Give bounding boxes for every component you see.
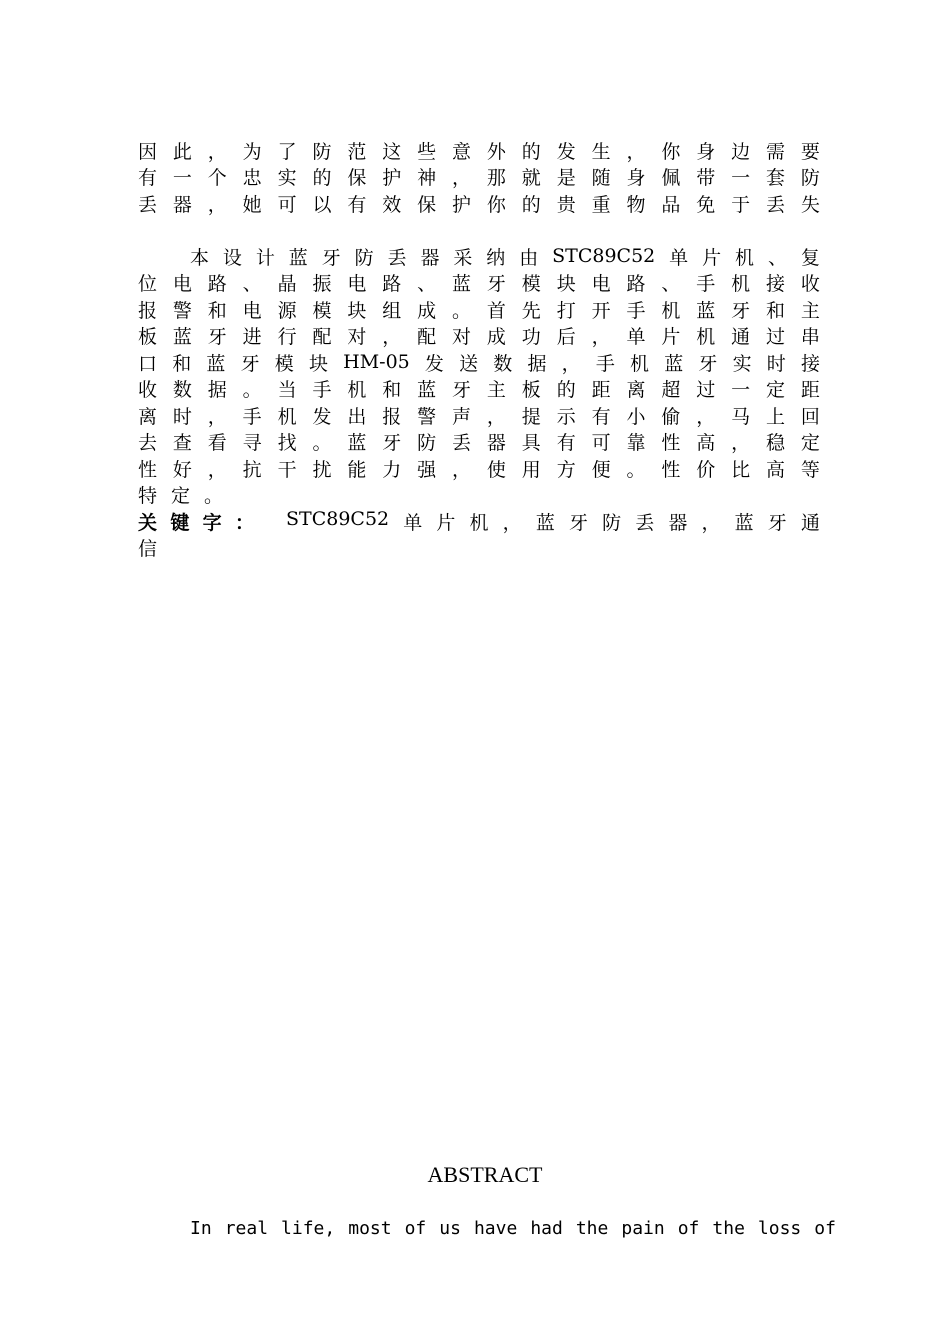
text-token: 串 xyxy=(800,325,820,348)
text-token: 牙 xyxy=(452,378,472,401)
text-token: 牙 xyxy=(321,246,341,269)
text-token: 蓝 xyxy=(696,299,716,322)
text-token: 数 xyxy=(493,352,513,375)
text-token: 定 xyxy=(171,484,191,507)
text-token: 去 xyxy=(138,431,158,454)
text-token: 上 xyxy=(766,405,786,428)
text-token: 抗 xyxy=(242,458,262,481)
text-token: 离 xyxy=(626,378,646,401)
text-token: 、 xyxy=(242,272,262,295)
keywords-line-1 xyxy=(138,508,820,534)
body-line-3 xyxy=(138,296,820,322)
text-token: 振 xyxy=(312,272,332,295)
text-token: 发 xyxy=(312,405,332,428)
text-token: 声 xyxy=(452,405,472,428)
text-token: 的 xyxy=(521,193,541,216)
text-token: 比 xyxy=(731,458,751,481)
text-token: 电 xyxy=(347,272,367,295)
text-token: 边 xyxy=(731,140,751,163)
text-token: 当 xyxy=(277,378,297,401)
text-token: 出 xyxy=(347,405,367,428)
text-token: 蓝 xyxy=(172,325,192,348)
text-token: had xyxy=(530,1217,563,1239)
text-token: 看 xyxy=(207,431,227,454)
text-token: 用 xyxy=(521,458,541,481)
text-token: 进 xyxy=(242,325,262,348)
text-token: ， xyxy=(626,140,646,163)
text-token: 超 xyxy=(661,378,681,401)
text-token: 提 xyxy=(521,405,541,428)
text-token: STC89C52 xyxy=(286,507,390,530)
text-token: 计 xyxy=(255,246,275,269)
text-token: 失 xyxy=(800,193,820,216)
text-token: ， xyxy=(502,511,522,534)
text-token: 接 xyxy=(800,352,820,375)
text-token: 路 xyxy=(626,272,646,295)
text-token: 主 xyxy=(486,378,506,401)
text-token: of xyxy=(677,1217,700,1239)
text-token: 和 xyxy=(382,378,402,401)
text-token: 身 xyxy=(626,166,646,189)
text-token: 器 xyxy=(668,511,688,534)
text-token: 报 xyxy=(382,405,402,428)
abstract-title: ABSTRACT xyxy=(427,1162,543,1187)
keywords-values xyxy=(286,508,820,535)
text-token: 主 xyxy=(800,299,820,322)
text-token: 。 xyxy=(626,458,646,481)
text-token: ， xyxy=(382,325,402,348)
text-token: 使 xyxy=(486,458,506,481)
text-token: 牙 xyxy=(240,352,260,375)
text-token: 有 xyxy=(138,166,158,189)
text-token: 定 xyxy=(800,431,820,454)
text-token: 可 xyxy=(277,193,297,216)
text-token: 蓝 xyxy=(288,246,308,269)
text-token: 手 xyxy=(595,352,615,375)
text-token: 方 xyxy=(556,458,576,481)
text-token: 电 xyxy=(591,272,611,295)
text-token: 发 xyxy=(556,140,576,163)
text-token: 单 xyxy=(669,246,689,269)
text-token: 找 xyxy=(277,431,297,454)
text-token: life, xyxy=(281,1217,336,1239)
body-line-10 xyxy=(138,481,820,507)
text-token: 寻 xyxy=(242,431,262,454)
text-token: 配 xyxy=(312,325,332,348)
body-line-9 xyxy=(138,455,820,481)
text-token: 接 xyxy=(766,272,786,295)
text-token: 佩 xyxy=(661,166,681,189)
text-token: ， xyxy=(452,458,472,481)
text-token: 板 xyxy=(521,378,541,401)
text-token: 保 xyxy=(347,166,367,189)
text-token: 收 xyxy=(800,272,820,295)
text-token: 开 xyxy=(591,299,611,322)
text-token: 路 xyxy=(207,272,227,295)
text-token: ： xyxy=(234,511,254,534)
keywords-line-2 xyxy=(138,534,820,560)
text-token: 通 xyxy=(800,511,820,534)
text-token: 特 xyxy=(138,484,158,507)
text-token: 你 xyxy=(661,140,681,163)
text-token: 打 xyxy=(556,299,576,322)
text-token: 效 xyxy=(382,193,402,216)
text-token: HM-05 xyxy=(343,351,410,373)
text-token: 单 xyxy=(626,325,646,348)
text-token: 防 xyxy=(602,511,622,534)
text-token: 手 xyxy=(696,272,716,295)
text-token: 蓝 xyxy=(535,511,555,534)
text-token: 性 xyxy=(138,458,158,481)
text-token: 蓝 xyxy=(734,511,754,534)
text-token: 后 xyxy=(556,325,576,348)
text-token: 蓝 xyxy=(206,352,226,375)
text-token: 口 xyxy=(138,352,158,375)
body-line-5 xyxy=(138,349,820,375)
text-token: 需 xyxy=(766,140,786,163)
text-token: In xyxy=(190,1217,212,1239)
text-token: 纳 xyxy=(486,246,506,269)
text-token: 蓝 xyxy=(347,431,367,454)
text-token: 牙 xyxy=(382,431,402,454)
text-token: 防 xyxy=(417,431,437,454)
text-token: 她 xyxy=(242,193,262,216)
text-token: 时 xyxy=(766,352,786,375)
text-token: 片 xyxy=(702,246,722,269)
text-token: 蓝 xyxy=(664,352,684,375)
text-token: ， xyxy=(561,352,581,375)
body-line-6 xyxy=(138,375,820,401)
text-token: 那 xyxy=(486,166,506,189)
text-token: ， xyxy=(207,140,227,163)
text-token: 回 xyxy=(800,405,820,428)
text-token: 收 xyxy=(138,378,158,401)
text-token: 机 xyxy=(469,511,489,534)
text-token: 要 xyxy=(800,140,820,163)
text-token: 等 xyxy=(800,458,820,481)
text-token: 马 xyxy=(731,405,751,428)
text-token: 键 xyxy=(170,511,190,534)
text-token: 一 xyxy=(731,378,751,401)
text-token: 牙 xyxy=(486,272,506,295)
text-token: 路 xyxy=(382,272,402,295)
text-token: 因 xyxy=(138,140,158,163)
keywords-continuation: 信 xyxy=(138,537,158,560)
text-token: 器 xyxy=(420,246,440,269)
text-token: ， xyxy=(486,405,506,428)
text-token: 高 xyxy=(766,458,786,481)
text-token: 行 xyxy=(277,325,297,348)
text-token: us xyxy=(439,1217,461,1239)
text-token: 高 xyxy=(696,431,716,454)
text-token: 复 xyxy=(800,246,820,269)
text-token: 为 xyxy=(242,140,262,163)
text-token: 机 xyxy=(731,272,751,295)
text-token: 防 xyxy=(354,246,374,269)
text-token: 一 xyxy=(172,166,192,189)
text-token: 丢 xyxy=(635,511,655,534)
text-token: 示 xyxy=(556,405,576,428)
text-token: 送 xyxy=(459,352,479,375)
intro-line-1 xyxy=(138,137,820,163)
text-token: 首 xyxy=(486,299,506,322)
body-line-7 xyxy=(138,402,820,428)
text-token: 片 xyxy=(661,325,681,348)
text-token: 时 xyxy=(172,405,192,428)
text-token: STC89C52 xyxy=(552,245,656,267)
text-token: 随 xyxy=(591,166,611,189)
text-token: 品 xyxy=(661,193,681,216)
text-token: ， xyxy=(731,431,751,454)
text-token: 模 xyxy=(274,352,294,375)
text-token: 设 xyxy=(222,246,242,269)
text-token: pain xyxy=(621,1217,665,1239)
text-token: 有 xyxy=(347,193,367,216)
text-token: 实 xyxy=(732,352,752,375)
text-token: ， xyxy=(207,458,227,481)
text-token: 报 xyxy=(138,299,158,322)
text-token: 身 xyxy=(696,140,716,163)
text-token: 本 xyxy=(190,246,210,269)
text-token: 距 xyxy=(800,378,820,401)
text-token: 物 xyxy=(626,193,646,216)
text-token: 数 xyxy=(172,378,192,401)
text-token: 据 xyxy=(527,352,547,375)
text-token: 电 xyxy=(242,299,262,322)
text-token: 就 xyxy=(521,166,541,189)
abstract-first-line xyxy=(190,1215,836,1241)
text-token: 单 xyxy=(403,511,423,534)
text-token: 牙 xyxy=(698,352,718,375)
body-line-8 xyxy=(138,428,820,454)
text-token: 免 xyxy=(696,193,716,216)
text-token: 器 xyxy=(486,431,506,454)
text-token: 机 xyxy=(696,325,716,348)
text-token: 先 xyxy=(521,299,541,322)
text-token: 丢 xyxy=(138,193,158,216)
text-token: 外 xyxy=(486,140,506,163)
text-token: 配 xyxy=(417,325,437,348)
text-token: 采 xyxy=(453,246,473,269)
body-line-4 xyxy=(138,322,820,348)
text-token: 个 xyxy=(207,166,227,189)
text-token: 有 xyxy=(556,431,576,454)
text-token: 重 xyxy=(591,193,611,216)
text-token: 贵 xyxy=(556,193,576,216)
text-token: 器 xyxy=(172,193,192,216)
text-token: most xyxy=(348,1217,392,1239)
text-token: 便 xyxy=(591,458,611,481)
text-token: 和 xyxy=(172,352,192,375)
intro-line-2 xyxy=(138,163,820,189)
text-token: 意 xyxy=(452,140,472,163)
text-token: 套 xyxy=(766,166,786,189)
text-token: 这 xyxy=(382,140,402,163)
text-token: 小 xyxy=(626,405,646,428)
text-token: of xyxy=(404,1217,427,1239)
text-token: 位 xyxy=(138,272,158,295)
text-token: 。 xyxy=(312,431,332,454)
text-token: 模 xyxy=(312,299,332,322)
text-token: loss xyxy=(757,1217,802,1239)
text-token: 机 xyxy=(347,378,367,401)
text-token: 价 xyxy=(696,458,716,481)
text-token: 块 xyxy=(556,272,576,295)
text-token: 忠 xyxy=(242,166,262,189)
text-token: 具 xyxy=(521,431,541,454)
text-token: 晶 xyxy=(277,272,297,295)
text-token: ， xyxy=(207,193,227,216)
text-token: 扰 xyxy=(312,458,332,481)
text-token: 。 xyxy=(452,299,472,322)
text-token: 对 xyxy=(347,325,367,348)
text-token: the xyxy=(712,1217,745,1239)
text-token: 的 xyxy=(521,140,541,163)
text-token: 关 xyxy=(138,511,158,534)
text-token: 距 xyxy=(591,378,611,401)
text-token: 发 xyxy=(424,352,444,375)
text-token: 手 xyxy=(242,405,262,428)
text-token: 你 xyxy=(486,193,506,216)
text-token: 好 xyxy=(172,458,192,481)
text-token: 蓝 xyxy=(452,272,472,295)
text-token: 和 xyxy=(766,299,786,322)
text-token: 功 xyxy=(521,325,541,348)
text-token: 于 xyxy=(731,193,751,216)
text-token: 牙 xyxy=(731,299,751,322)
text-token: 防 xyxy=(800,166,820,189)
text-token: 能 xyxy=(347,458,367,481)
text-token: 此 xyxy=(172,140,192,163)
text-token: 丢 xyxy=(452,431,472,454)
text-token: 的 xyxy=(556,378,576,401)
text-token: 些 xyxy=(417,140,437,163)
text-token: 、 xyxy=(661,272,681,295)
text-token: 力 xyxy=(382,458,402,481)
text-token: 板 xyxy=(138,325,158,348)
text-token: 实 xyxy=(277,166,297,189)
text-token: 定 xyxy=(766,378,786,401)
intro-line-3 xyxy=(138,190,820,216)
text-token: 机 xyxy=(661,299,681,322)
text-token: 模 xyxy=(521,272,541,295)
text-token: 机 xyxy=(735,246,755,269)
text-token: 、 xyxy=(767,246,787,269)
text-token: 保 xyxy=(417,193,437,216)
text-token: 的 xyxy=(312,166,332,189)
text-token: 有 xyxy=(591,405,611,428)
text-token: 、 xyxy=(417,272,437,295)
text-token: 可 xyxy=(591,431,611,454)
text-token: 靠 xyxy=(626,431,646,454)
text-token: 了 xyxy=(277,140,297,163)
text-token: 偷 xyxy=(661,405,681,428)
text-token: 牙 xyxy=(207,325,227,348)
text-token: 以 xyxy=(312,193,332,216)
text-token: 干 xyxy=(277,458,297,481)
text-token: 片 xyxy=(436,511,456,534)
text-token: 块 xyxy=(308,352,328,375)
text-token: 护 xyxy=(452,193,472,216)
text-token: 。 xyxy=(204,484,224,507)
text-token: 组 xyxy=(382,299,402,322)
body-line-1 xyxy=(190,243,820,269)
text-token: 源 xyxy=(277,299,297,322)
text-token: ， xyxy=(701,511,721,534)
text-token: 防 xyxy=(312,140,332,163)
text-token: 范 xyxy=(347,140,367,163)
text-token: 成 xyxy=(417,299,437,322)
text-token: of xyxy=(814,1217,836,1239)
text-token: 牙 xyxy=(767,511,787,534)
text-token: ， xyxy=(696,405,716,428)
text-token: 性 xyxy=(661,431,681,454)
text-token: 警 xyxy=(417,405,437,428)
text-token: 机 xyxy=(630,352,650,375)
text-token: 电 xyxy=(172,272,192,295)
text-token: 由 xyxy=(519,246,539,269)
text-token: 手 xyxy=(626,299,646,322)
text-token: 据 xyxy=(207,378,227,401)
text-token: 牙 xyxy=(568,511,588,534)
text-token: 蓝 xyxy=(417,378,437,401)
text-token: 警 xyxy=(172,299,192,322)
text-token: the xyxy=(575,1217,609,1239)
text-token: ， xyxy=(207,405,227,428)
text-token: 查 xyxy=(172,431,192,454)
text-token: 稳 xyxy=(766,431,786,454)
text-token: 字 xyxy=(202,511,222,534)
text-token: 是 xyxy=(556,166,576,189)
text-token: 通 xyxy=(731,325,751,348)
text-token: 丢 xyxy=(766,193,786,216)
text-token: 生 xyxy=(591,140,611,163)
text-token: have xyxy=(473,1217,518,1239)
text-token: 对 xyxy=(452,325,472,348)
text-token: 块 xyxy=(347,299,367,322)
text-token: 带 xyxy=(696,166,716,189)
text-token: 手 xyxy=(312,378,332,401)
text-token: 护 xyxy=(382,166,402,189)
text-token: 性 xyxy=(661,458,681,481)
text-token: 机 xyxy=(277,405,297,428)
text-token: 。 xyxy=(242,378,262,401)
text-token: 丢 xyxy=(387,246,407,269)
text-token: 成 xyxy=(486,325,506,348)
text-token: 过 xyxy=(696,378,716,401)
text-token: 神 xyxy=(417,166,437,189)
text-token: 强 xyxy=(417,458,437,481)
text-token: ， xyxy=(452,166,472,189)
text-token: ， xyxy=(591,325,611,348)
keywords-label xyxy=(138,508,254,535)
text-token: 一 xyxy=(731,166,751,189)
text-token: real xyxy=(224,1217,269,1239)
body-line-2 xyxy=(138,269,820,295)
text-token: 离 xyxy=(138,405,158,428)
text-token: 过 xyxy=(766,325,786,348)
text-token: 和 xyxy=(207,299,227,322)
